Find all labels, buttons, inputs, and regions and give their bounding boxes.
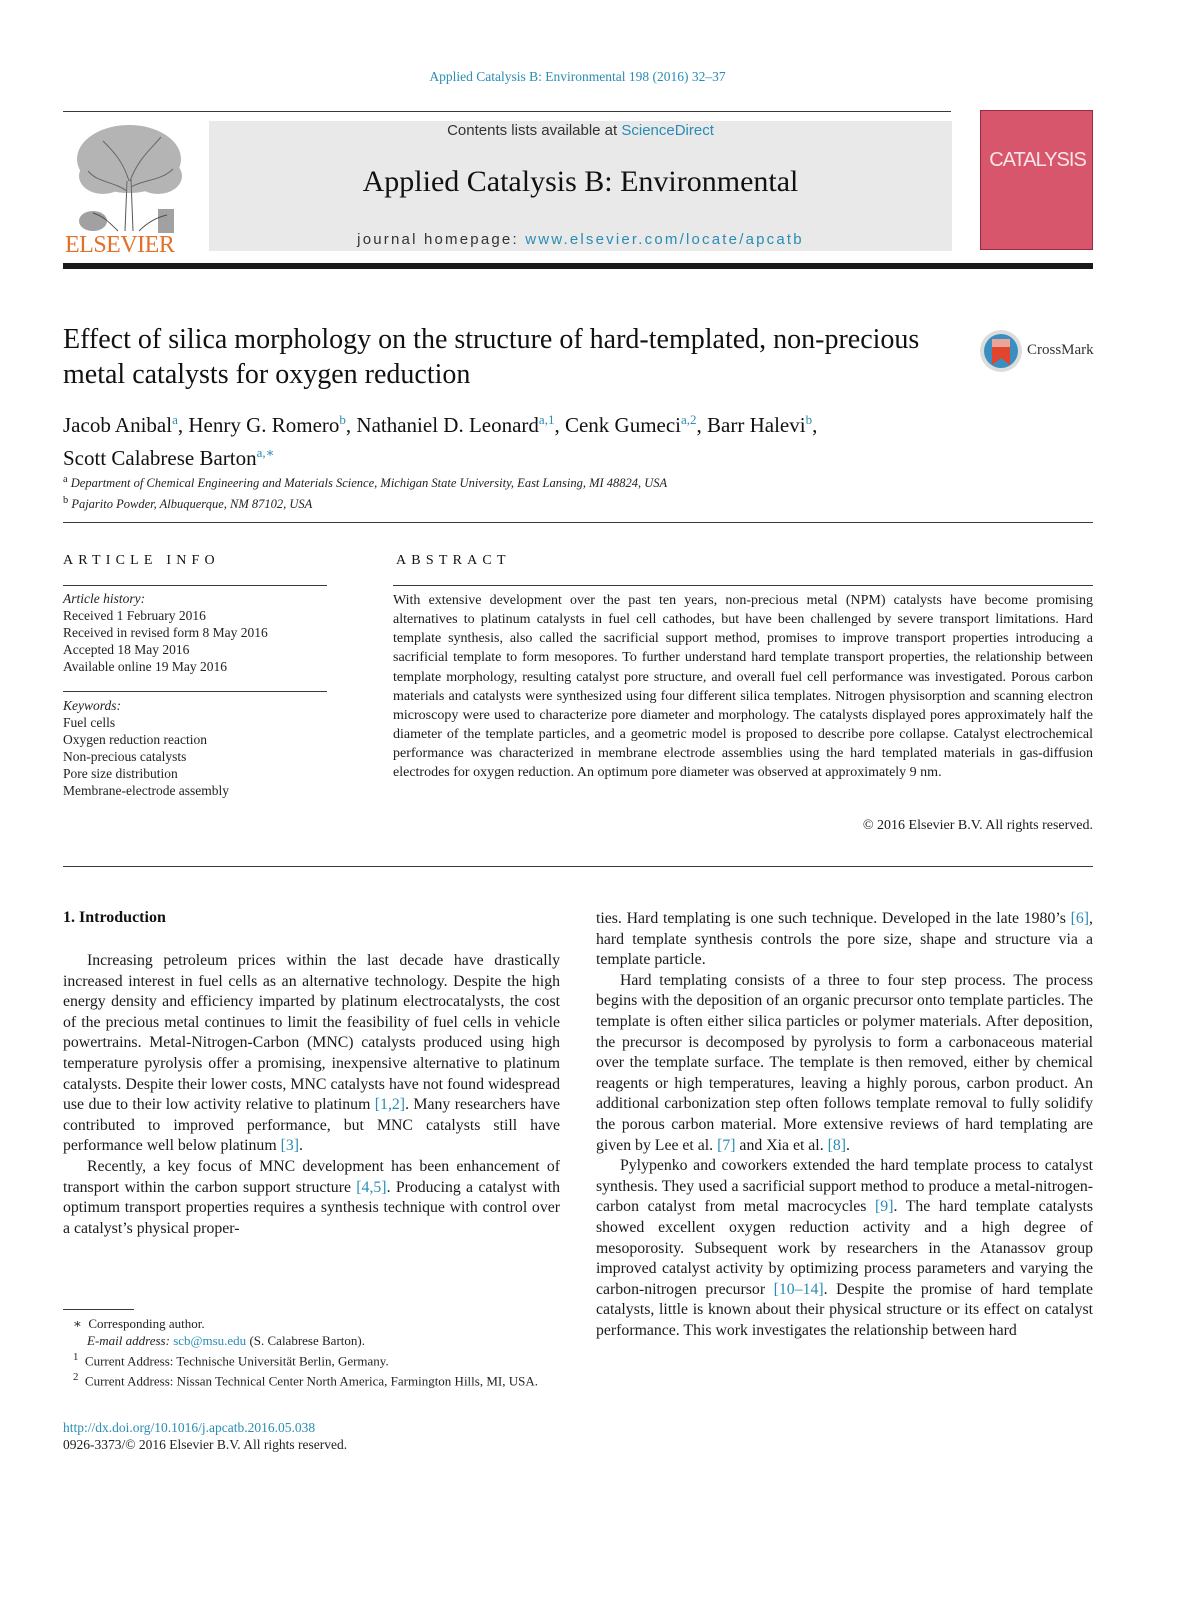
footnote-text: Corresponding author. xyxy=(88,1316,205,1331)
author-separator: , xyxy=(812,413,818,437)
abstract-copyright: © 2016 Elsevier B.V. All rights reserved. xyxy=(862,818,1093,833)
affiliation-text: Department of Chemical Engineering and Materials Science, Michigan State University, East Lansing, MI 48824, USA xyxy=(70,476,668,491)
journal-banner xyxy=(209,121,952,251)
article-history xyxy=(63,590,327,675)
author-affiliation-mark[interactable]: a xyxy=(172,412,178,427)
footnote-2 xyxy=(63,1369,560,1389)
footnote-mark: ∗ xyxy=(73,1316,82,1331)
body-column-left xyxy=(63,951,560,1239)
citation-link[interactable]: [10–14] xyxy=(773,1280,824,1298)
footnote-email xyxy=(63,1332,560,1349)
affiliation-item xyxy=(63,492,1083,513)
author-list xyxy=(63,406,1083,472)
author-affiliation-mark[interactable]: a,1 xyxy=(538,412,555,427)
article-info-heading: ARTICLE INFO xyxy=(63,553,220,568)
paragraph-text: and Xia et al. xyxy=(735,1136,828,1154)
paragraph-text: . xyxy=(299,1137,303,1155)
sciencedirect-link[interactable]: ScienceDirect xyxy=(621,122,714,139)
author-separator: , xyxy=(554,413,565,437)
section-heading-introduction: 1. Introduction xyxy=(63,909,166,926)
author-separator: , xyxy=(177,413,189,437)
keywords xyxy=(63,697,327,799)
paragraph-text: Hard templating consists of a three to four step process. The process begins with the deposition of an organic precursor onto template particles. The template is often either silica particles or polymer materials. After deposition, the precursor is decomposed by pyrolysis to form a carbonaceous material over the template surface. The template is then removed, either by chemical reagents or high temperatures, leaving a highly porous, carbon product. An additional carbonization step often follows template removal to fully solidify the porous carbon material. More extensive reviews of hard templating are given by Lee et al. xyxy=(596,971,1093,1154)
footnotes xyxy=(63,1315,560,1390)
author-name[interactable]: Nathaniel D. Leonard xyxy=(356,413,539,437)
citation-link[interactable]: [8] xyxy=(827,1136,847,1154)
author-name[interactable]: Cenk Gumeci xyxy=(564,413,682,437)
footnote-1 xyxy=(63,1349,560,1369)
footnote-text: Current Address: Technische Universität Berlin, Germany. xyxy=(84,1353,389,1369)
author-separator: , xyxy=(345,413,357,437)
keyword-item: Membrane-electrode assembly xyxy=(63,783,230,798)
cover-title: CATALYSIS xyxy=(989,149,1086,171)
header-rule xyxy=(63,111,951,112)
paragraph-text: Increasing petroleum prices within the last decade have drastically increased interest in fuel cells as an alternative technology. Despite the high energy density and efficiency imparted by platinum electrocatalysts, the cost of the precious metal continues to limit the feasibility of fuel cells in vehicle powertrains. Metal-Nitrogen-Carbon (MNC) catalysts produced using high temperature pyrolysis offer a promising, inexpensive alternative to platinum catalysts. Despite their lower costs, MNC catalysts have not found widespread use due to their low activity relative to platinum xyxy=(63,952,560,1114)
author-affiliation-mark[interactable]: a,∗ xyxy=(256,445,275,460)
issn-line: 0926-3373/© 2016 Elsevier B.V. All rights reserved. xyxy=(63,1437,348,1452)
citation-link[interactable]: [6] xyxy=(1070,910,1090,927)
email-owner: (S. Calabrese Barton). xyxy=(246,1333,365,1348)
citation-link[interactable]: [4,5] xyxy=(356,1178,387,1196)
crossmark-button[interactable] xyxy=(979,327,1095,375)
article-title: Effect of silica morphology on the structure of hard-templated, non-precious metal catalysts for oxygen reduction xyxy=(63,324,920,390)
paragraph-text: , hard template synthesis controls the pore size, shape and structure via a template particle. xyxy=(596,910,1093,969)
paragraph-text: . The hard template catalysts showed excellent oxygen reduction activity and a high degree of mesoporosity. Subsequent work by researchers in the Atanassov group improved catalyst activity by optimizing process parameters and varying the carbon-nitrogen precursor xyxy=(596,1198,1093,1298)
paragraph-text: . xyxy=(846,1136,850,1154)
footnote-mark: 2 xyxy=(73,1371,79,1384)
header-thick-rule xyxy=(63,263,1093,269)
crossmark-label: CrossMark xyxy=(1027,342,1094,358)
body-paragraph xyxy=(596,971,1093,1156)
history-item: Available online 19 May 2016 xyxy=(63,659,227,674)
abstract-text: With extensive development over the past ten years, non-precious metal (NPM) catalysts have become promising alternatives to platinum catalysts in fuel cell cathodes, but have been challenged by severe transport limitations. Hard template synthesis, also called the sacrificial support method, promises to improve transport properties introducing a sacrificial template to form mesopores. To further understand hard template transport properties, the relationship between template morphology, resulting catalyst pore structure, and overall fuel cell performance was investigated. Porous carbon materials and catalysts were synthesized using four different silica templates. Nitrogen physisorption and scanning electron microscopy were used to characterize pore diameter and morphology. The catalysts displayed pores approximately half the diameter of the template particles, and a geometric model is proposed to describe pore collapse. Catalyst electrochemical performance was characterized in membrane electrode assemblies using the hard templated materials in gas-diffusion electrodes for oxygen reduction. An optimum pore diameter was observed at approximately 9 nm. xyxy=(393,593,1093,781)
author-affiliation-mark[interactable]: b xyxy=(805,412,813,427)
affiliation-mark: a xyxy=(63,474,68,485)
abstract-rule xyxy=(393,585,1093,586)
article-info-rule xyxy=(63,585,327,586)
author-name[interactable]: Barr Halevi xyxy=(707,413,806,437)
doi-link[interactable]: http://dx.doi.org/10.1016/j.apcatb.2016.05.038 xyxy=(63,1420,316,1435)
homepage-prefix: journal homepage: xyxy=(357,231,526,248)
paragraph-text: . Despite the promise of hard template catalysts, little is known about their physical structure or its effect on catalyst performance. This work investigates the relationship between hard xyxy=(596,1280,1093,1339)
footnote-corresponding xyxy=(63,1315,560,1332)
citation-link[interactable]: [7] xyxy=(717,1136,736,1154)
email-label: E-mail address: xyxy=(87,1333,174,1348)
author-name[interactable]: Henry G. Romero xyxy=(188,413,340,437)
affiliation-text: Pajarito Powder, Albuquerque, NM 87102, USA xyxy=(71,497,313,512)
journal-cover-icon[interactable] xyxy=(980,110,1093,250)
paragraph-text: . Many researchers have contributed to improved performance, but MNC catalysts still have performance well below platinum xyxy=(63,1096,560,1155)
body-paragraph xyxy=(596,909,1093,971)
body-column-right xyxy=(596,909,1093,1341)
history-item: Accepted 18 May 2016 xyxy=(63,642,190,657)
citation-link[interactable]: [1,2] xyxy=(374,1096,406,1114)
author-separator: , xyxy=(696,413,708,437)
footnote-text: Current Address: Nissan Technical Center North America, Farmington Hills, MI, USA. xyxy=(84,1373,538,1389)
title-separator-rule xyxy=(63,522,1093,523)
keyword-item: Oxygen reduction reaction xyxy=(63,732,207,747)
paragraph-text: Pylypenko and coworkers extended the hard template process to catalyst synthesis. They used a sacrificial support method to produce a metal-nitrogen-carbon catalyst from metal macrocycles xyxy=(596,1157,1093,1216)
history-item: Received in revised form 8 May 2016 xyxy=(63,625,268,640)
citation-link[interactable]: [3] xyxy=(280,1137,299,1155)
abstract-separator-rule xyxy=(63,866,1093,867)
keyword-item: Non-precious catalysts xyxy=(63,749,187,764)
body-paragraph xyxy=(63,951,560,1157)
author-affiliation-mark[interactable]: b xyxy=(339,412,346,427)
affiliations xyxy=(63,471,1083,513)
history-item: Received 1 February 2016 xyxy=(63,608,206,623)
keywords-rule xyxy=(63,691,327,692)
keyword-item: Fuel cells xyxy=(63,715,116,730)
paragraph-text: ties. Hard templating is one such technique. Developed in the late 1980’s xyxy=(596,910,1071,927)
keywords-label: Keywords: xyxy=(63,698,121,713)
abstract-heading: ABSTRACT xyxy=(396,553,511,568)
keyword-item: Pore size distribution xyxy=(63,766,178,781)
footnote-rule xyxy=(63,1309,134,1310)
author-affiliation-mark[interactable]: a,2 xyxy=(681,412,697,427)
homepage-line xyxy=(209,231,952,248)
affiliation-mark: b xyxy=(63,495,69,507)
body-paragraph xyxy=(63,1157,560,1239)
paragraph-text: . Producing a catalyst with optimum transport properties requires a synthesis technique with control over a catalyst’s physical proper- xyxy=(63,1178,561,1237)
citation-link[interactable]: [9] xyxy=(875,1198,894,1216)
contents-line xyxy=(209,122,952,139)
journal-citation[interactable]: Applied Catalysis B: Environmental 198 (2016) 32–37 xyxy=(429,69,726,84)
email-link[interactable]: scb@msu.edu xyxy=(173,1333,247,1348)
author-name[interactable]: Jacob Anibal xyxy=(63,413,173,437)
journal-homepage-link[interactable]: www.elsevier.com/locate/apcatb xyxy=(525,231,804,248)
elsevier-wordmark: ELSEVIER xyxy=(65,232,175,256)
elsevier-tree-logo-icon[interactable] xyxy=(63,121,198,256)
body-paragraph xyxy=(596,1156,1093,1341)
footnote-mark: 1 xyxy=(73,1351,79,1363)
contents-prefix: Contents lists available at xyxy=(447,122,622,139)
affiliation-item xyxy=(63,471,1083,492)
author-name[interactable]: Scott Calabrese Barton xyxy=(63,446,257,470)
history-label: Article history: xyxy=(63,591,146,606)
journal-title: Applied Catalysis B: Environmental xyxy=(362,165,799,198)
crossmark-icon xyxy=(979,329,1023,373)
paragraph-text: Recently, a key focus of MNC development has been enhancement of transport within the carbon support structure xyxy=(63,1157,560,1196)
